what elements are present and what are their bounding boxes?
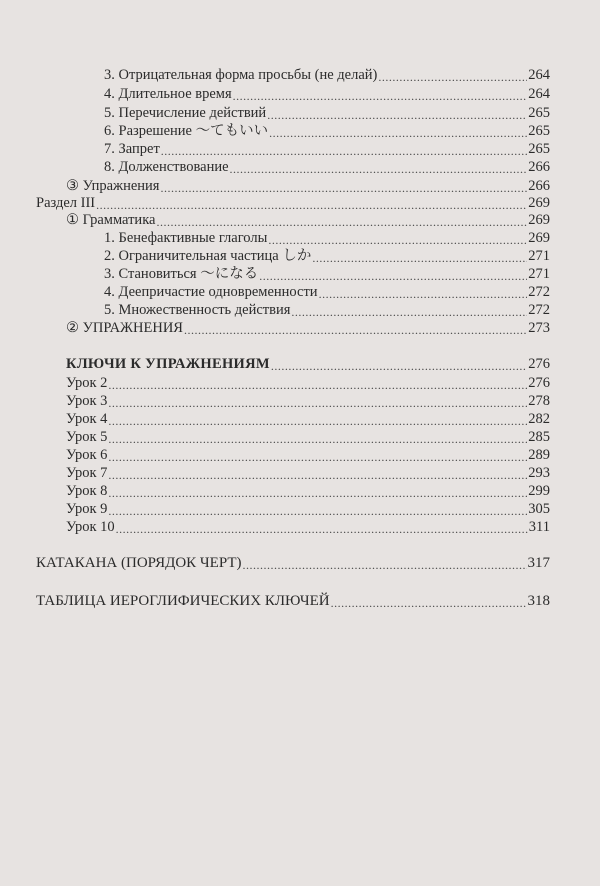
toc-entry — [66, 410, 550, 428]
toc-entry — [66, 428, 550, 446]
toc-entry — [104, 283, 550, 301]
toc-entry — [66, 518, 550, 536]
dot-leader — [319, 283, 528, 301]
toc-entry — [104, 247, 550, 265]
toc-entry — [104, 301, 550, 319]
toc-entry-label: ③ Упражнения — [66, 178, 160, 194]
dot-leader — [267, 104, 527, 122]
toc-entry-page: 272 — [528, 302, 550, 318]
toc-entry — [104, 229, 550, 247]
toc-entry — [104, 122, 550, 140]
toc-entry-label: 2. Ограничительная частица しか — [104, 248, 312, 264]
toc-entry-label: 4. Длительное время — [104, 86, 232, 102]
toc-entry — [66, 500, 550, 518]
toc-entry-page: 285 — [528, 429, 550, 445]
dot-leader — [161, 140, 527, 158]
toc-entry-page: 272 — [528, 284, 550, 300]
toc-entry-label: Урок 4 — [66, 411, 108, 427]
toc-entry-label: 8. Долженствование — [104, 159, 229, 175]
dot-leader — [156, 211, 527, 229]
toc-entry-page: 299 — [528, 483, 550, 499]
toc-entry-label: 4. Деепричастие одновременности — [104, 284, 318, 300]
toc-entry-label: 3. Отрицательная форма просьбы (не делай) — [104, 67, 378, 83]
toc-entry-page: 305 — [528, 501, 550, 517]
toc-entry-label: 6. Разрешение 〜てもいい — [104, 123, 269, 139]
toc-entry-label: Урок 10 — [66, 519, 115, 535]
toc-entry-label: Урок 3 — [66, 393, 108, 409]
toc-entry — [104, 265, 550, 283]
toc-entry-page: 266 — [528, 178, 550, 194]
toc-entry-label: Урок 8 — [66, 483, 108, 499]
toc-entry-page: 264 — [528, 67, 550, 83]
toc-entry-page: 273 — [528, 320, 550, 336]
toc-entry-label: Урок 2 — [66, 375, 108, 391]
dot-leader — [230, 158, 528, 176]
dot-leader — [184, 319, 527, 337]
toc-entry — [104, 85, 550, 103]
toc-entry-label: КЛЮЧИ К УПРАЖНЕНИЯМ — [66, 356, 270, 372]
toc-chapter-entry — [66, 355, 550, 373]
toc-entry-label: Урок 9 — [66, 501, 108, 517]
toc-entry-page: 265 — [528, 123, 550, 139]
dot-leader — [108, 464, 527, 482]
dot-leader — [312, 247, 527, 265]
toc-entry-label: 1. Бенефактивные глаголы — [104, 230, 268, 246]
dot-leader — [271, 355, 527, 373]
toc-entry-page: 269 — [528, 212, 550, 228]
toc-entry-page: 318 — [527, 593, 550, 609]
toc-entry-page: 311 — [528, 519, 550, 535]
dot-leader — [291, 301, 527, 319]
toc-entry-label: 5. Множественность действия — [104, 302, 291, 318]
toc-entry-page: 278 — [528, 393, 550, 409]
toc-entry-label: Урок 5 — [66, 429, 108, 445]
dot-leader — [116, 518, 528, 536]
toc-entry-label: 3. Становиться 〜になる — [104, 266, 259, 282]
toc-part-entry — [36, 194, 550, 212]
toc-entry-page: 271 — [528, 248, 550, 264]
toc-chapter-entry — [36, 592, 550, 610]
toc-entry — [104, 66, 550, 84]
toc-entry — [104, 158, 550, 176]
dot-leader — [108, 446, 527, 464]
toc-entry — [66, 482, 550, 500]
dot-leader — [108, 482, 527, 500]
toc-entry-page: 289 — [528, 447, 550, 463]
dot-leader — [243, 554, 527, 572]
toc-entry-page: 269 — [528, 195, 550, 211]
toc-entry-page: 282 — [528, 411, 550, 427]
toc-entry — [104, 140, 550, 158]
dot-leader — [108, 428, 527, 446]
toc-entry — [66, 392, 550, 410]
toc-entry-label: 5. Перечисление действий — [104, 105, 267, 121]
dot-leader — [331, 592, 527, 610]
toc-entry-page: 276 — [528, 375, 550, 391]
toc-chapter-entry — [36, 554, 550, 572]
toc-entry — [66, 374, 550, 392]
toc-entry-page: 317 — [527, 555, 550, 571]
toc-entry-label: Урок 7 — [66, 465, 108, 481]
toc-entry-label: Раздел III — [36, 195, 96, 211]
toc-section-entry — [66, 319, 550, 337]
toc-entry-page: 265 — [528, 141, 550, 157]
dot-leader — [378, 66, 527, 84]
toc-entry-page: 269 — [528, 230, 550, 246]
dot-leader — [96, 194, 527, 212]
dot-leader — [268, 229, 527, 247]
toc-entry-label: ② УПРАЖНЕНИЯ — [66, 320, 183, 336]
toc-entry-page: 293 — [528, 465, 550, 481]
toc-entry-page: 265 — [528, 105, 550, 121]
toc-entry-label: ТАБЛИЦА ИЕРОГЛИФИЧЕСКИХ КЛЮЧЕЙ — [36, 593, 330, 609]
dot-leader — [108, 500, 527, 518]
toc-section-entry — [66, 177, 550, 195]
toc-entry-label: ① Грамматика — [66, 212, 156, 228]
dot-leader — [108, 392, 527, 410]
toc-entry-label: КАТАКАНА (ПОРЯДОК ЧЕРТ) — [36, 555, 242, 571]
toc-entry-page: 264 — [528, 86, 550, 102]
toc-section-entry — [66, 211, 550, 229]
toc-entry-label: Урок 6 — [66, 447, 108, 463]
toc-entry-page: 276 — [528, 356, 550, 372]
dot-leader — [269, 122, 527, 140]
toc-entry — [104, 104, 550, 122]
toc-entry — [66, 446, 550, 464]
toc-entry-page: 271 — [528, 266, 550, 282]
dot-leader — [233, 85, 528, 103]
toc-entry-page: 266 — [528, 159, 550, 175]
dot-leader — [108, 410, 527, 428]
dot-leader — [108, 374, 527, 392]
toc-entry-label: 7. Запрет — [104, 141, 160, 157]
toc-entry — [66, 464, 550, 482]
dot-leader — [160, 177, 527, 195]
dot-leader — [259, 265, 527, 283]
